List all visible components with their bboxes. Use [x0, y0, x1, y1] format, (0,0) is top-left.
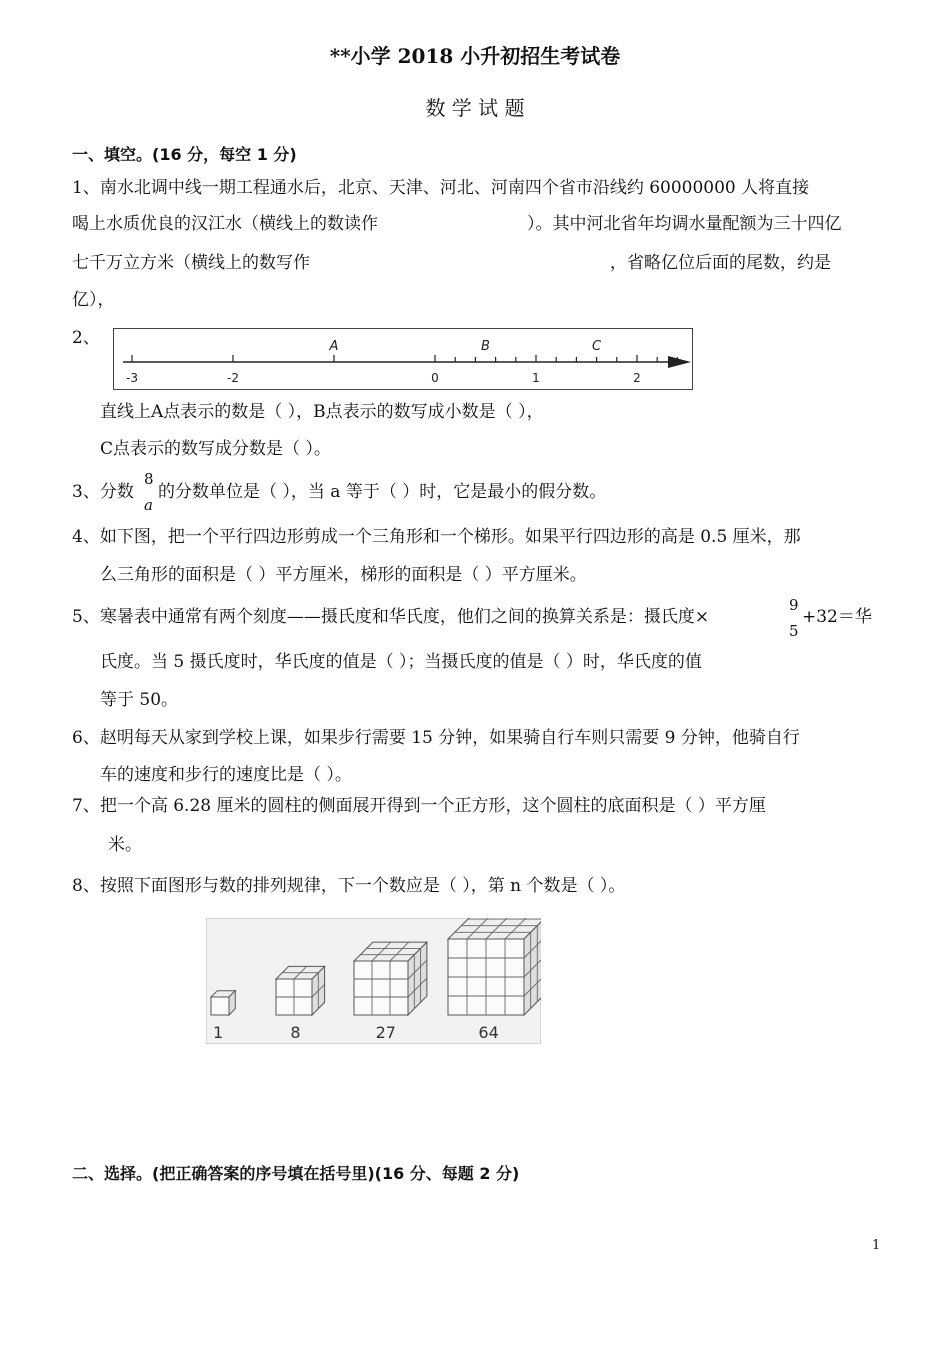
q1-line2b: ）。其中河北省年均调水量配额为三十四亿 — [527, 214, 842, 234]
section-2-heading: 二、选择。(把正确答案的序号填在括号里)(16 分、每题 2 分) — [72, 1164, 520, 1183]
q1-line2a: 喝上水质优良的汉江水（横线上的数读作 — [72, 214, 378, 234]
q2-line2: C点表示的数写成分数是（ ）。 — [100, 439, 331, 459]
q5-line2: 氏度。当 5 摄氏度时，华氏度的值是（ ）；当摄氏度的值是（ ）时，华氏度的值 — [100, 652, 702, 672]
q7-line1: 7、把一个高 6.28 厘米的圆柱的侧面展开得到一个正方形，这个圆柱的底面积是（ ）平方厘 — [72, 796, 766, 816]
cube-count-label: 27 — [375, 1023, 396, 1042]
cube-stack-27 — [354, 942, 427, 1015]
q5-line1: 5、寒暑表中通常有两个刻度——摄氏度和华氏度，他们之间的换算关系是：摄氏度× — [72, 607, 710, 627]
q1-line1: 1、南水北调中线一期工程通水后，北京、天津、河北、河南四个省市沿线约 60000000 人将直接 — [72, 178, 810, 198]
number-line-point-label: B — [481, 339, 490, 354]
section-1-heading: 一、填空。(16 分，每空 1 分) — [72, 145, 297, 164]
cube-sequence-figure — [206, 918, 541, 1044]
page-title: **小学 2018 小升初招生考试卷 — [329, 44, 621, 68]
q3-post: 的分数单位是（ ），当 a 等于（ ）时，它是最小的假分数。 — [158, 482, 607, 502]
number-line-tick-label: -3 — [126, 371, 138, 385]
number-line-tick-label: 1 — [532, 371, 540, 385]
q5-fraction-numerator: 9 — [789, 596, 799, 614]
q5-line1b: +32＝华 — [802, 607, 872, 627]
cube-stack-1 — [211, 991, 235, 1015]
q1-line3a: 七千万立方米（横线上的数写作 — [72, 253, 310, 273]
number-line-tick-label: 0 — [431, 371, 439, 385]
number-line-tick-label: 2 — [633, 371, 641, 385]
q4-line1: 4、如下图，把一个平行四边形剪成一个三角形和一个梯形。如果平行四边形的高是 0.5 厘米，那 — [72, 527, 801, 547]
q3-fraction-numerator: 8 — [144, 470, 154, 488]
cube-stack-64 — [448, 918, 541, 1015]
q3-fraction-denominator: a — [144, 496, 153, 514]
q6-line1: 6、赵明每天从家到学校上课，如果步行需要 15 分钟，如果骑自行车则只需要 9 分钟，他骑自行 — [72, 728, 800, 748]
cube-count-label: 8 — [290, 1023, 301, 1042]
q3-pre: 3、分数 — [72, 482, 134, 502]
q1-line3b: ，省略亿位后面的尾数，约是 — [610, 253, 831, 273]
number-line-tick-label: -2 — [227, 371, 239, 385]
q1-line4: 亿）， — [72, 290, 115, 310]
q2-line1: 直线上A点表示的数是（ ），B点表示的数写成小数是（ ）， — [100, 402, 544, 422]
cube-stack-8 — [276, 966, 325, 1015]
q6-line2: 车的速度和步行的速度比是（ ）。 — [100, 765, 352, 785]
cube-count-label: 64 — [478, 1023, 499, 1042]
q2-number: 2、 — [72, 328, 100, 348]
page-subtitle: 数 学 试 题 — [425, 96, 525, 120]
page-number: 1 — [872, 1238, 881, 1253]
q7-line2: 米。 — [108, 835, 142, 855]
number-line-figure — [113, 328, 693, 390]
q5-line3: 等于 50。 — [100, 690, 179, 710]
q5-fraction-denominator: 5 — [789, 622, 799, 640]
q4-line2: 么三角形的面积是（ ）平方厘米，梯形的面积是（ ）平方厘米。 — [100, 565, 587, 585]
number-line-point-label: C — [592, 339, 602, 354]
q8-line1: 8、按照下面图形与数的排列规律，下一个数应是（ ），第 n 个数是（ ）。 — [72, 876, 626, 896]
number-line-point-label: A — [329, 339, 339, 354]
cube-count-label: 1 — [213, 1023, 224, 1042]
